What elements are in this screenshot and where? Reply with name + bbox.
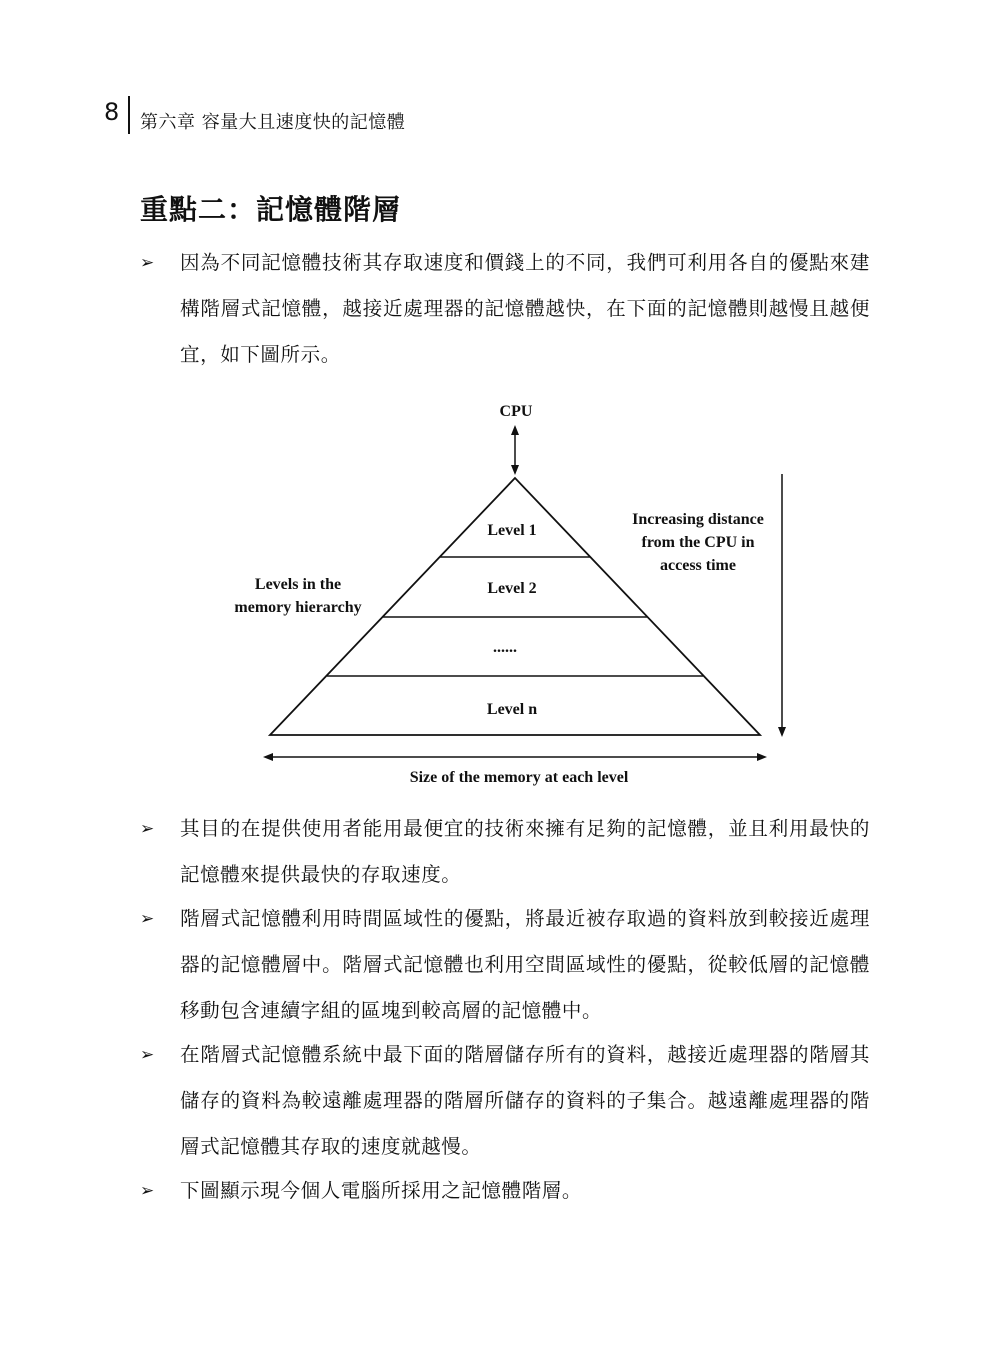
cpu-label: CPU [499, 403, 533, 420]
section-title: 重點二：記憶體階層 [140, 193, 402, 226]
bullet-text: 因為不同記憶體技術其存取速度和價錢上的不同，我們可利用各自的優點來建構階層式記憶體，越接近處理器的記憶體越快，在下面的記憶體則越慢且越便宜，如下圖所示。 [180, 251, 870, 366]
bullet-arrow-icon: ➢ [140, 1181, 155, 1201]
bullet-arrow-icon: ➢ [140, 253, 155, 273]
bullet-arrow-icon: ➢ [140, 909, 155, 929]
levels-label: memory hierarchy [234, 599, 362, 616]
levels-label: Levels in the [254, 576, 342, 593]
bullet-arrow-icon: ➢ [140, 819, 155, 839]
chapter-title: 第六章 容量大且速度快的記憶體 [140, 112, 406, 133]
distance-label: Increasing distance [632, 511, 764, 528]
distance-label: access time [660, 557, 736, 574]
level-label: ...... [493, 639, 517, 656]
level-label: Level n [486, 701, 538, 718]
bullet-text: 階層式記憶體利用時間區域性的優點，將最近被存取過的資料放到較接近處理器的記憶體層中。階層式記憶體也利用空間區域性的優點，從較低層的記憶體移動包含連續字組的區塊到較高層的記憶體中。 [180, 907, 870, 1022]
bullet-text: 下圖顯示現今個人電腦所採用之記憶體階層。 [180, 1179, 583, 1202]
page-number: 8 [104, 98, 120, 126]
size-label: Size of the memory at each level [409, 769, 629, 786]
bullet-text: 在階層式記憶體系統中最下面的階層儲存所有的資料，越接近處理器的階層其儲存的資料為較遠離處理器的階層所儲存的資料的子集合。越遠離處理器的階層式記憶體其存取的速度就越慢。 [180, 1043, 870, 1158]
level-label: Level 2 [487, 580, 537, 597]
level-label: Level 1 [487, 522, 537, 539]
bullet-arrow-icon: ➢ [140, 1045, 155, 1065]
bullet-text: 其目的在提供使用者能用最便宜的技術來擁有足夠的記憶體，並且利用最快的記憶體來提供最快的存取速度。 [180, 817, 870, 886]
distance-label: from the CPU in [641, 534, 755, 551]
